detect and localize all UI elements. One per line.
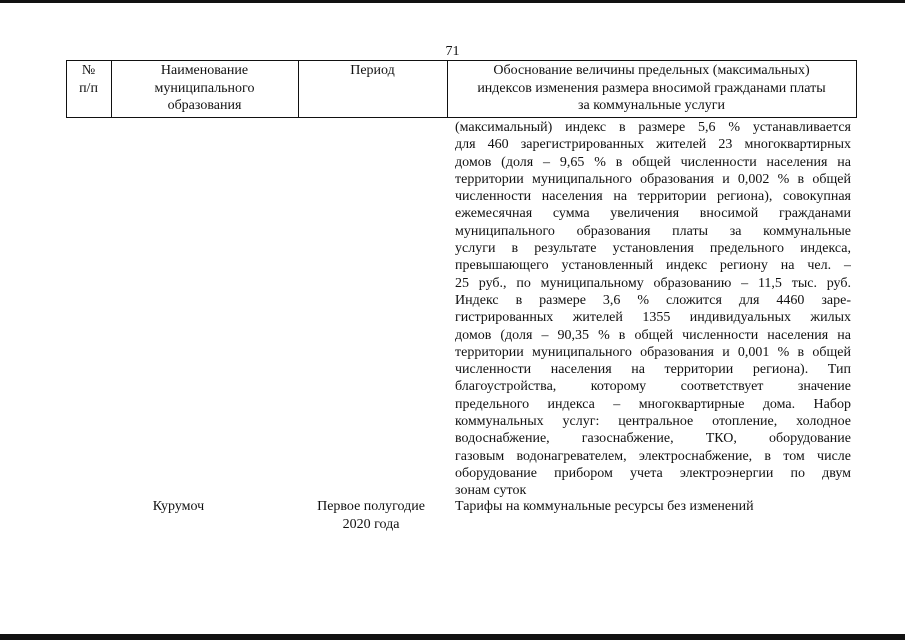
header-municipality-line: образования (167, 98, 242, 113)
basis-text-line: (максимальный) индекс в размере 5,6 % устанавливается (455, 120, 851, 135)
basis-text-line: гистрированных жителей 1355 индивидуальных жилых (455, 310, 851, 326)
basis-text-line: для 460 зарегистрированных жителей 23 многоквартирных (455, 137, 851, 153)
header-cell-municipality (111, 62, 298, 115)
header-basis-line: Обоснование величины предельных (максимальных) (493, 63, 810, 78)
header-cell-basis (447, 62, 856, 115)
basis-continuation-text (455, 119, 851, 500)
basis-text-line: газовым водонагревателем, электроснабжение, в том числе (455, 448, 851, 464)
basis-text-line: водоснабжение, газоснабжение, ТКО, оборудование (455, 431, 851, 447)
row-period (298, 498, 444, 533)
header-municipality-line: Наименование (160, 63, 249, 78)
header-municipality-line: муниципального (154, 80, 255, 96)
basis-text-line: благоустройства, которому соответствует значение (455, 379, 851, 395)
table-header-top-rule (66, 60, 857, 61)
basis-text-line: территории муниципального образования и 0,002 % в общей (455, 171, 851, 187)
page-number: 71 (445, 44, 460, 59)
basis-text-line: оборудование прибором учета электроэнергии по двум (455, 465, 851, 481)
row-municipality-name: Курумоч (152, 499, 205, 514)
basis-text-line: численности населения на территории региона), совокупная (455, 189, 851, 205)
basis-text-line: услуги в результате установления предельного индекса, (455, 241, 851, 257)
header-cell-period (298, 62, 447, 80)
basis-text-line: домов (доля – 9,65 % в общей численности населения на (455, 154, 851, 170)
row-period-line: 2020 года (342, 516, 400, 532)
basis-text-line: зонам суток (455, 483, 527, 499)
basis-text-line: домов (доля – 90,35 % в общей численности населения на (455, 327, 851, 343)
basis-text-line: предельного индекса – многоквартирные дома. Набор (455, 396, 851, 412)
table-header-divider (856, 60, 857, 118)
header-number-line: п/п (79, 80, 98, 96)
header-basis-line: индексов изменения размера вносимой гражданами платы (477, 80, 826, 96)
row-basis: Тарифы на коммунальные ресурсы без изменений (455, 499, 754, 514)
basis-text-line: 25 руб., по муниципальному образованию – 11,5 тыс. руб. (455, 275, 851, 291)
table-header-bottom-rule (66, 117, 857, 118)
header-number-line: № (81, 63, 96, 78)
basis-text-line: численности населения на территории региона). Тип (455, 362, 851, 378)
basis-text-line: муниципального образования платы за коммунальные (455, 223, 851, 239)
header-period-label: Период (350, 63, 395, 78)
header-basis-line: за коммунальные услуги (577, 98, 726, 113)
basis-text-line: превышающего установленный индекс региону на чел. – (455, 258, 851, 274)
header-cell-number (66, 62, 111, 97)
page-top-border (0, 0, 905, 3)
page-bottom-border (0, 634, 905, 640)
row-period-line: Первое полугодие (317, 499, 425, 514)
basis-text-line: коммунальных услуг: центральное отопление, холодное (455, 414, 851, 430)
basis-text-line: ежемесячная сумма увеличения вносимой гражданами (455, 206, 851, 222)
basis-text-line: территории муниципального образования и 0,001 % в общей (455, 344, 851, 360)
basis-text-line: Индекс в размере 3,6 % сложится для 4460 заре- (455, 292, 851, 308)
